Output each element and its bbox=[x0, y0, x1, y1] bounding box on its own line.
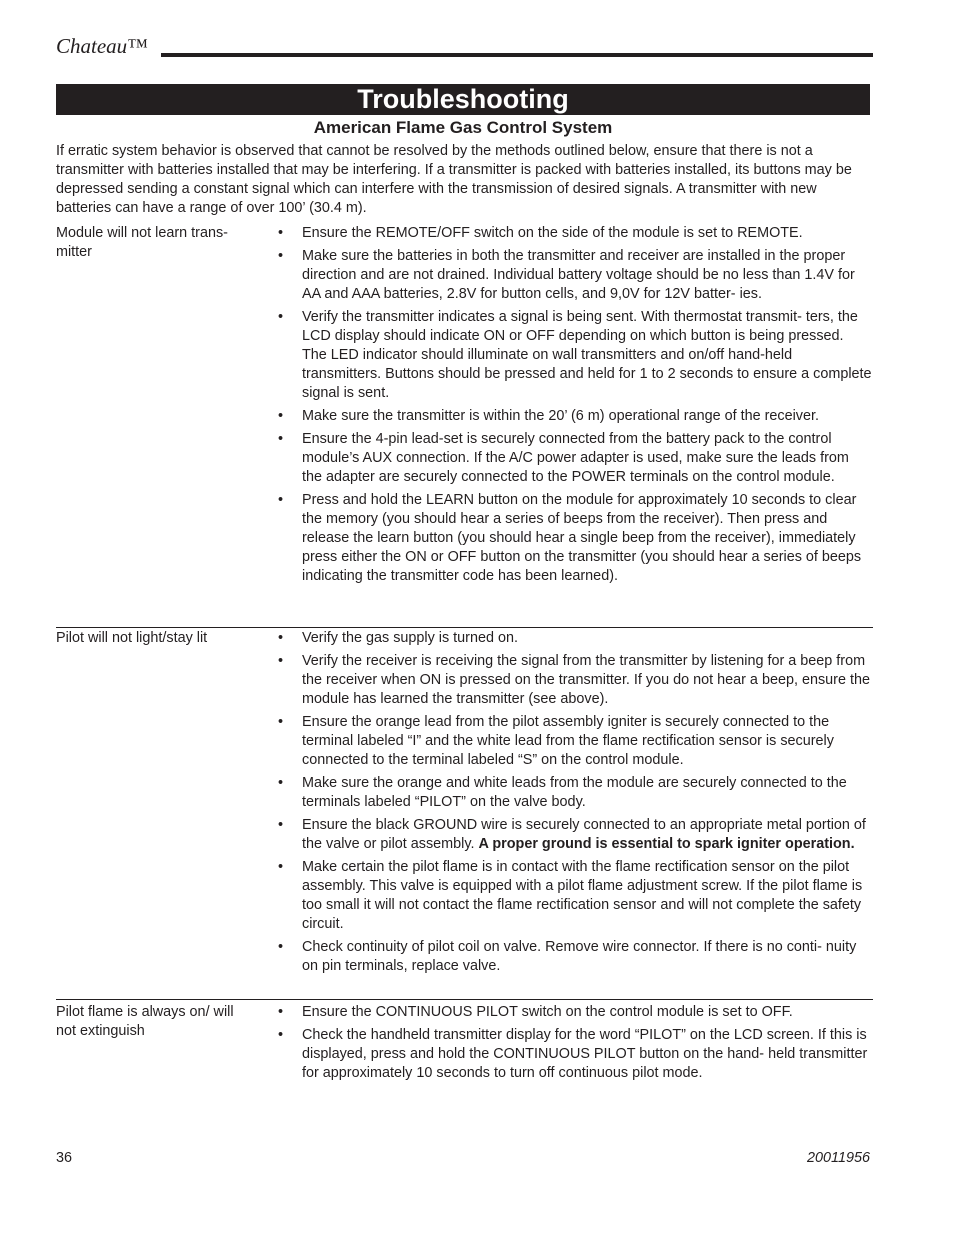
bullet-icon: • bbox=[278, 859, 284, 875]
bullet-icon: • bbox=[278, 630, 284, 646]
bullet-icon: • bbox=[278, 492, 284, 508]
bullet-icon: • bbox=[278, 714, 284, 730]
bullet-icon: • bbox=[278, 1004, 284, 1020]
document-number: 20011956 bbox=[807, 1150, 870, 1166]
problem-label: Module will not learn trans- mitter bbox=[56, 225, 228, 260]
section-divider bbox=[56, 627, 873, 628]
solution-list bbox=[278, 224, 872, 590]
solution-item: • Check the handheld transmitter display for the word “PILOT” on the LCD screen. If this is displayed, press and hold the CONTINUOUS PILOT button on the hand- held transmitter for approximately 10 seconds to turn off continuous pilot mode. bbox=[278, 1027, 868, 1081]
section-divider bbox=[56, 999, 873, 1000]
solution-item: • Ensure the CONTINUOUS PILOT switch on the control module is set to OFF. bbox=[278, 1004, 793, 1020]
page-header bbox=[56, 32, 873, 60]
problem-label: Pilot will not light/stay lit bbox=[56, 630, 208, 646]
solution-item: • Verify the gas supply is turned on. bbox=[278, 630, 518, 646]
bullet-icon: • bbox=[278, 653, 284, 669]
solution-item: • Ensure the REMOTE/OFF switch on the side of the module is set to REMOTE. bbox=[278, 225, 803, 241]
bullet-icon: • bbox=[278, 775, 284, 791]
section-subtitle: American Flame Gas Control System bbox=[313, 118, 613, 137]
bullet-icon: • bbox=[278, 225, 284, 241]
solution-item: • Ensure the orange lead from the pilot assembly igniter is securely connected to the terminal labeled “I” and the white lead from the flame rectification sensor is securely connected to the terminal labeled “S” on the control module. bbox=[278, 714, 834, 768]
problem-label: Pilot flame is always on/ will not extinguish bbox=[56, 1004, 234, 1039]
brand-name: Chateau™ bbox=[56, 34, 148, 58]
page-title: Troubleshooting bbox=[56, 84, 870, 115]
solution-list bbox=[278, 629, 872, 980]
solution-item: • Make certain the pilot flame is in contact with the flame rectification sensor on the pilot assembly. This valve is equipped with a pilot flame adjustment screw. If the pilot flame is too small it will not contact the flame rectification sensor and will not complete the safety circuit. bbox=[278, 859, 863, 932]
solution-item: • Verify the transmitter indicates a signal is being sent. With thermostat transmit- ters, the LCD display should indicate ON or OFF depending on which button is being pressed. The LED indicator should illuminate on wall transmitters and on/off hand-held transmitters. Buttons should be pressed and held for 1 to 2 seconds to ensure a complete signal is sent. bbox=[278, 309, 872, 401]
header-rule bbox=[161, 53, 873, 57]
bullet-icon: • bbox=[278, 939, 284, 955]
solution-item: • Press and hold the LEARN button on the module for approximately 10 seconds to clear the memory (you should hear a series of beeps from the receiver). Then press and release the learn button (you should hear a single beep from the receiver), immediately press either the ON or OFF button on the transmitter (you should hear a series of beeps indicating the transmitter code has been learned). bbox=[278, 492, 862, 584]
bullet-icon: • bbox=[278, 1027, 284, 1043]
solution-item: • Make sure the batteries in both the transmitter and receiver are installed in the proper direction and are not drained. Individual battery voltage should be no less than 1.4V for AA and AAA batteries, 2.8V for button cells, and 9,0V for 12V batter- ies. bbox=[278, 248, 855, 302]
bullet-icon: • bbox=[278, 431, 284, 447]
solution-item: • Make sure the orange and white leads from the module are securely connected to the terminals labeled “PILOT” on the valve body. bbox=[278, 775, 847, 810]
bold-note: A proper ground is essential to spark igniter operation. bbox=[478, 836, 855, 852]
solution-list bbox=[278, 1003, 872, 1087]
solution-item: • Make sure the transmitter is within the 20’ (6 m) operational range of the receiver. bbox=[278, 408, 819, 424]
solution-item: • Ensure the black GROUND wire is securely connected to an appropriate metal portion of the valve or pilot assembly. A proper ground is essential to spark igniter operation. bbox=[278, 817, 866, 852]
solution-item: • Verify the receiver is receiving the signal from the transmitter by listening for a beep from the receiver when ON is pressed on the transmitter. If you do not hear a beep, ensure the module has learned the transmitter (see above). bbox=[278, 653, 870, 707]
bullet-icon: • bbox=[278, 817, 284, 833]
solution-item: • Ensure the 4-pin lead-set is securely connected from the battery pack to the control module’s AUX connection. If the A/C power adapter is used, make sure the leads from the adapter are securely connected to the POWER terminals on the control module. bbox=[278, 431, 849, 485]
bullet-icon: • bbox=[278, 408, 284, 424]
bullet-icon: • bbox=[278, 248, 284, 264]
page-number: 36 bbox=[56, 1150, 73, 1166]
solution-item: • Check continuity of pilot coil on valve. Remove wire connector. If there is no conti- nuity on pin terminals, replace valve. bbox=[278, 939, 857, 974]
intro-paragraph: If erratic system behavior is observed that cannot be resolved by the methods outlined below, ensure that there is not a transmitter with batteries installed that may be interfering. If a transmitter is packed with batteries installed, its buttons may be depressed sending a constant signal which can interfere with the transmission of desired signals. A transmitter with new batteries can have a range of over 100’ (30.4 m). bbox=[56, 143, 852, 216]
bullet-icon: • bbox=[278, 309, 284, 325]
